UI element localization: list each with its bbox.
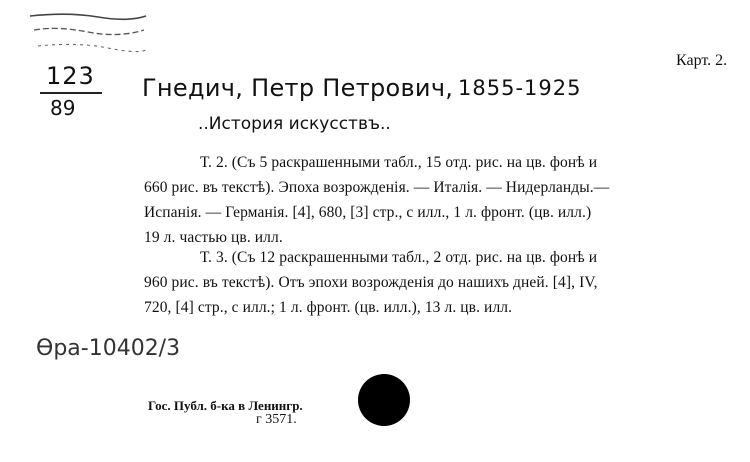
volume-3-line: Т. 3. (Съ 12 раскрашенными табл., 2 отд. рис. на цв. фонѣ и <box>200 249 598 266</box>
volume-3-line: 720, [4] стр., с илл.; 1 л. фронт. (цв. илл.), 13 л. цв. илл. <box>144 299 513 316</box>
book-title: ..История искусствъ.. <box>198 114 391 134</box>
volume-2-line: Т. 2. (Съ 5 раскрашенными табл., 15 отд. рис. на цв. фонѣ и <box>200 154 598 171</box>
library-seal <box>358 374 410 426</box>
volume-2-line: Испанія. — Германія. [4], 680, [3] стр., с илл., 1 л. фронт. (цв. илл.) <box>144 204 592 221</box>
inventory-number: Ѳра-10402/3 <box>36 336 181 361</box>
library-stamp-line2: г 3571. <box>256 412 297 427</box>
author-heading: Гнедич, Петр Петрович, <box>142 74 454 102</box>
author-dates: 1855-1925 <box>458 76 582 100</box>
card-number: Карт. 2. <box>676 52 728 69</box>
shelfmark-top: 123 <box>46 62 95 90</box>
shelfmark-bottom: 89 <box>50 96 76 120</box>
volume-2-line: 660 рис. въ текстѣ). Эпоха возрожденія. — Италія. — Нидерланды.— <box>144 179 610 196</box>
shelfmark-divider <box>40 92 102 94</box>
volume-3-line: 960 рис. въ текстѣ). Отъ эпохи возрожденія до нашихъ дней. [4], IV, <box>144 274 598 291</box>
pencil-scribble <box>28 8 148 58</box>
library-stamp-line1: Гос. Публ. б-ка в Ленингр. <box>148 398 303 413</box>
volume-2-line: 19 л. частью цв. илл. <box>144 229 283 246</box>
